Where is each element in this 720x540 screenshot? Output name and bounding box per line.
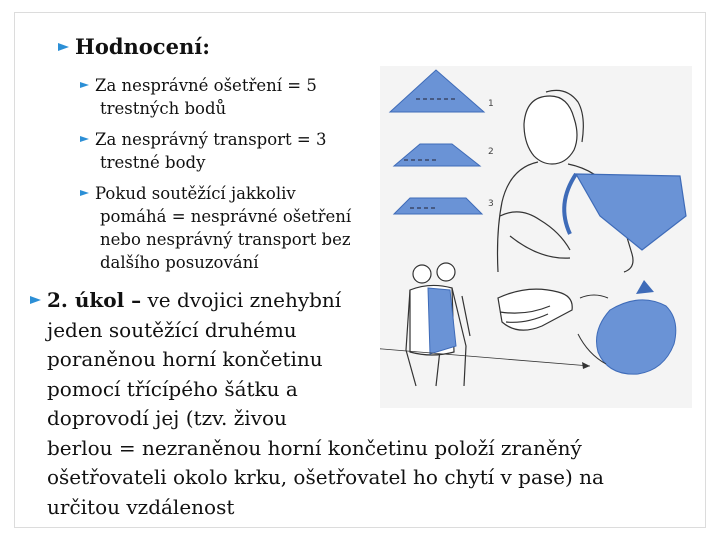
- step-number-3: 3: [488, 199, 494, 209]
- criterion-2-line-1: Za nesprávný transport = 3: [95, 130, 327, 149]
- task-text-7: ošetřovateli okolo krku, ošetřovatel ho chytí v pase) na: [47, 465, 604, 489]
- slide-title: [58, 34, 210, 59]
- triangle-bandage-step-2: [394, 144, 480, 166]
- triangle-bandage-step-3: [394, 198, 482, 214]
- bullet-icon: [80, 136, 89, 142]
- criterion-1-line-1: Za nesprávné ošetření = 5: [95, 76, 317, 95]
- task-paragraph: [30, 286, 604, 522]
- task-text-6: berlou = nezraněnou horní končetinu položí zraněný: [47, 435, 582, 460]
- criterion-2: [80, 128, 380, 174]
- bullet-icon: [30, 296, 41, 304]
- step-number-2: 2: [488, 147, 494, 157]
- bullet-icon: [80, 190, 89, 196]
- criterion-3-line-3: nebo nesprávný transport bez: [100, 230, 351, 249]
- task-text-8: určitou vzdálenost: [47, 494, 235, 519]
- title-text: Hodnocení:: [75, 34, 210, 59]
- task-text-4: pomocí třícípého šátku a: [47, 376, 298, 401]
- step-number-1: 1: [488, 99, 494, 109]
- criterion-1: [80, 74, 380, 120]
- criterion-3: [80, 182, 380, 274]
- arm-sling: [576, 174, 686, 250]
- criterion-3-line-1: Pokud soutěžící jakkoliv: [95, 184, 296, 203]
- criterion-1-line-2: trestných bodů: [100, 99, 227, 118]
- criterion-3-line-2: pomáhá = nesprávné ošetření: [100, 207, 352, 226]
- triangle-bandage-step-1: [390, 70, 484, 112]
- task-line-1: [30, 286, 604, 316]
- bullet-icon: [80, 82, 89, 88]
- task-text-1: ve dvojici znehybní: [141, 288, 342, 312]
- criterion-2-line-2: trestné body: [100, 153, 206, 172]
- criterion-3-line-4: dalšího posuzování: [100, 253, 259, 272]
- task-text-5: doprovodí jej (tzv. živou: [47, 406, 287, 430]
- task-text-3: poraněnou horní končetinu: [47, 347, 323, 371]
- task-label: 2. úkol –: [47, 288, 142, 312]
- task-text-2: jeden soutěžící druhému: [47, 317, 297, 342]
- bullet-icon: [58, 43, 69, 51]
